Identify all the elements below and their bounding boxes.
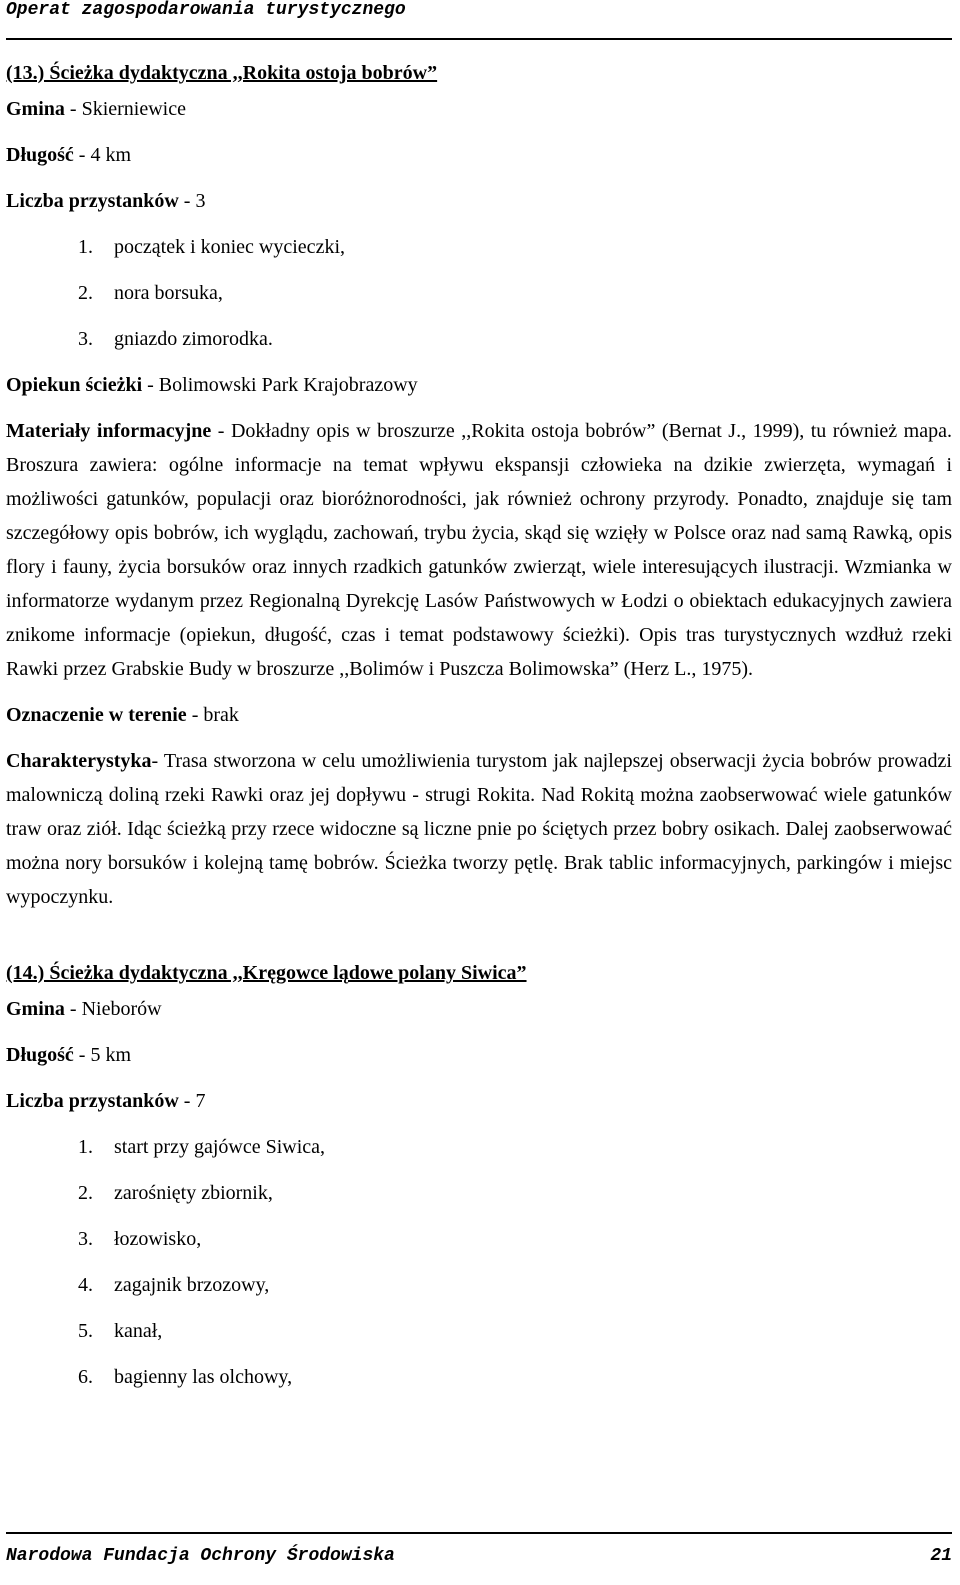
przystanki-13: Liczba przystanków - 3 [6, 190, 206, 212]
header-title: Operat zagospodarowania turystycznego [6, 0, 406, 20]
list-item: 1. start przy gajówce Siwica, [78, 1136, 326, 1158]
dlugosc-13: Długość - 4 km [6, 144, 132, 166]
gmina-13: Gmina - Skierniewice [6, 98, 186, 120]
list-item: 3. łozowisko, [78, 1228, 202, 1250]
charakterystyka-13: Charakterystyka- Trasa stworzona w celu umożliwienia turystom jak najlepszej obserwacji życia bobrów prowadzi malowniczą doliną rzeki Rawki oraz jej dopływu - strugi Rokita. Nad Rokitą można zaobserwować wiele gatunków traw oraz ziół. Idąc ścieżką przy rzece widoczne są liczne pnie po ściętych przez bobry osikach. Dalej zaobserwować można nory borsuków i kolejną tamę bobrów. Ścieżka tworzy pętlę. Brak tablic informacyjnych, parkingów i miejsc wypoczynku. [6, 750, 952, 908]
list-item: 5. kanał, [78, 1320, 163, 1342]
document-body [6, 48, 952, 1406]
materialy-13: Materiały informacyjne - Dokładny opis w broszurze ,,Rokita ostoja bobrów” (Bernat J., 1999), tu również mapa. Broszura zawiera: ogólne informacje na temat wpływu ekspansji człowieka na dzikie zwierzęta, wymagań i możliwości gatunków, populacji oraz bioróżnorodności, jak również ochrony przyrody. Ponadto, znajduje się tam szczegółowy opis bobrów, ich wyglądu, zachowań, trybu życia, skąd się wzięły w Polsce oraz nad samą Rawką, opis flory i fauny, życia borsuków oraz innych rzadkich gatunków zwierząt, wiele interesujących ilustracji. Wzmianka w informatorze wydanym przez Regionalną Dyrekcję Lasów Państwowych w Łodzi o obiektach edukacyjnych zawiera znikome informacje (opiekun, długość, czas i temat podstawowy ścieżki). Opis tras turystycznych wzdłuż rzeki Rawki przez Grabskie Budy w broszurze ,,Bolimów i Puszcza Bolimowska” (Herz L., 1975). [6, 420, 952, 680]
list-item: 4. zagajnik brzozowy, [78, 1274, 270, 1296]
przystanki-14: Liczba przystanków - 7 [6, 1090, 206, 1112]
stops-list-14 [6, 1130, 952, 1394]
list-item: 1. początek i koniec wycieczki, [78, 236, 345, 258]
footer-organization: Narodowa Fundacja Ochrony Środowiska [6, 1546, 395, 1566]
dlugosc-14: Długość - 5 km [6, 1044, 132, 1066]
list-item: 6. bagienny las olchowy, [78, 1366, 293, 1388]
stops-list-13 [6, 230, 952, 356]
section-14-title: (14.) Ścieżka dydaktyczna ,,Kręgowce lądowe polany Siwica” [6, 962, 527, 984]
gmina-14: Gmina - Nieborów [6, 998, 162, 1020]
page-footer [6, 1532, 952, 1582]
list-item: 2. nora borsuka, [78, 282, 223, 304]
list-item: 3. gniazdo zimorodka. [78, 328, 273, 350]
list-item: 2. zarośnięty zbiornik, [78, 1182, 273, 1204]
opiekun-13: Opiekun ścieżki - Bolimowski Park Krajobrazowy [6, 374, 418, 396]
page-number: 21 [930, 1546, 952, 1566]
section-13-title: (13.) Ścieżka dydaktyczna ,,Rokita ostoja bobrów” [6, 62, 438, 84]
oznaczenie-13: Oznaczenie w terenie - brak [6, 704, 239, 726]
page-header [6, 0, 952, 40]
